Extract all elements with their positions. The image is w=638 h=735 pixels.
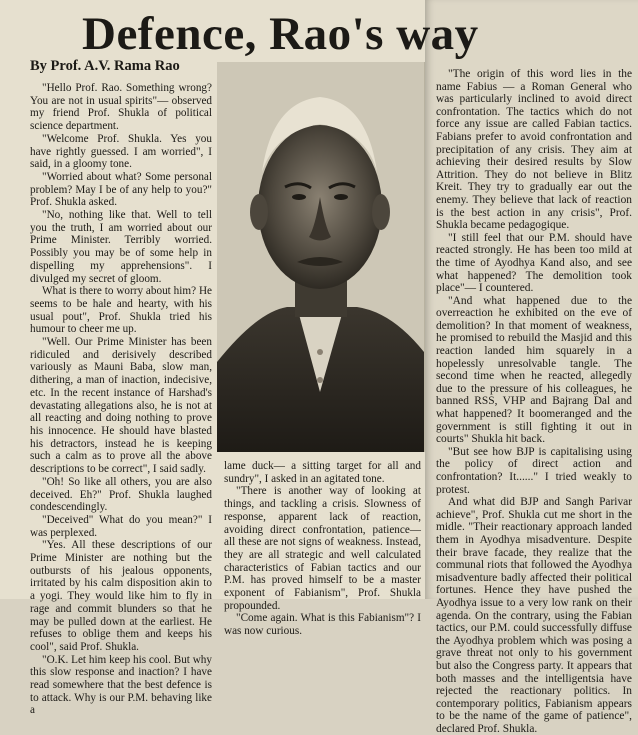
portrait-illustration bbox=[217, 62, 424, 452]
article-byline: By Prof. A.V. Rama Rao bbox=[30, 58, 180, 74]
paragraph: What is there to worry about him? He seems to be hale and hearty, with his usual pout", Prof. Shukla tried his humour to cheer me up. bbox=[30, 285, 212, 336]
article-headline: Defence, Rao's way bbox=[82, 8, 479, 60]
portrait-photo bbox=[217, 62, 425, 452]
paragraph: "Yes. All these descriptions of our Prime Minister are nothing but the outbursts of his jealous opponents, irritated by his calm disposition akin to a yogi. They would like him to fly in rage and commit blunders so that he may be pulled down at the earliest. He refuses to oblige them and keeps his cool", said Prof. Shukla. bbox=[30, 539, 212, 653]
paragraph: "Come again. What is this Fabianism"? I was now curious. bbox=[224, 612, 421, 638]
paragraph: "Deceived" What do you mean?" I was perplexed. bbox=[30, 513, 212, 539]
paragraph: "And what happened due to the overreaction he exhibited on the eve of demolition? In that moment of weakness, he promised to rebuild the Masjid and this reaction landed him squarely in a hopelessly unresolvable tangle. The second time when he reacted, allegedly due to the pressure of his colleagues, he banned RSS, VHP and Bajrang Dal and what happened? It boomeranged and the government is still fighting it out in courts" Shukla hit back. bbox=[436, 294, 632, 446]
paragraph: "O.K. Let him keep his cool. But why this slow response and inaction? I have read somewhere that the best defence is to attack. Why is our P.M. behaving like a bbox=[30, 653, 212, 717]
article-column-3 bbox=[436, 68, 632, 735]
paragraph: "The origin of this word lies in the name Fabius — a Roman General who was particularly inclined to avoid direct confrontation. The tactics which do not force any issue are called Fabian tactics. Fabians prefer to avoid confrontation and precipitation of any crisis. They aim at achieving their desired results by Slow Attrition. They do not believe in Blitz Kreit. They try to gradually ear out the enemy. They believe that lack of reaction is the best action in any crisis", Prof. Shukla became pedagogique. bbox=[436, 68, 632, 232]
article-column-2 bbox=[224, 460, 421, 638]
paragraph: lame duck— a sitting target for all and sundry", I asked in an agitated tone. bbox=[224, 460, 421, 485]
paragraph: "No, nothing like that. Well to tell you the truth, I am worried about our Prime Minister. Terribly worried. Possibly you may be of some help in dispelling my apprehensions". I divulged my secret of gloom. bbox=[30, 209, 212, 285]
article-column-1 bbox=[30, 82, 212, 717]
paragraph: "Well. Our Prime Minister has been ridiculed and derisively described variously as Mauni Baba, slow man, dithering, a man of inaction, indecisive, etc. In the recent instance of Harshad's devastating allegations also, he is not at all reacting and doing nothing to prove his innocence. He should have blasted his detractors, instead he is keeping such a calm as to prove all the above descriptions to be correct", I said sadly. bbox=[30, 336, 212, 476]
paragraph: "Welcome Prof. Shukla. Yes you have rightly guessed. I am worried", I said, in a gloomy tone. bbox=[30, 132, 212, 171]
paragraph: "I still feel that our P.M. should have reacted strongly. He has been too mild at the time of Ayodhya Kand also, and see what happened? The demolition took place"— I countered. bbox=[436, 231, 632, 295]
paragraph: "Oh! So like all others, you are also deceived. Eh?" Prof. Shukla laughed condescendingly. bbox=[30, 475, 212, 514]
paragraph: "There is another way of looking at things, and tackling a crisis. Slowness of response, apparent lack of reaction, avoiding direct confrontation, patience— all these are not signs of weakness. Instead, they are all strategic and well calculated characteristics of Fabian tactics and our P.M. has proved himself to be a master exponent of Fabianism", Prof. Shukla propounded. bbox=[224, 485, 421, 612]
paragraph: "Worried about what? Some personal problem? May I be of any help to you?" Prof. Shukla asked. bbox=[30, 170, 212, 209]
paragraph: "But see how BJP is capitalising using the policy of direct action and confrontation? It......" I tried weakly to protest. bbox=[436, 445, 632, 496]
paragraph: And what did BJP and Sangh Parivar achieve", Prof. Shukla cut me short in the midle. "Their reactionary approach landed them in Ayodhya misadventure. Despite their brave facade, they realize that the communal riots that followed the Ayodhya misadventure badly affected their political fortunes. Hence they have pushed the Ayodhya issue to a very low rank on their agenda. On the contrary, using the Fabian tactics, our P.M. could successfully diffuse the Ayodhya problem which was posing a grave threat not only to his government but also the Congress party. It appears that both masses and the intelligentsia have rejected the reactionary politics. In contemporary politics, Fabianism appears to be the name of the game of patience", declared Prof. Shukla. bbox=[436, 496, 632, 735]
paragraph: "Hello Prof. Rao. Something wrong? You are not in usual spirits"— observed my friend Prof. Shukla of political science department. bbox=[30, 82, 212, 133]
